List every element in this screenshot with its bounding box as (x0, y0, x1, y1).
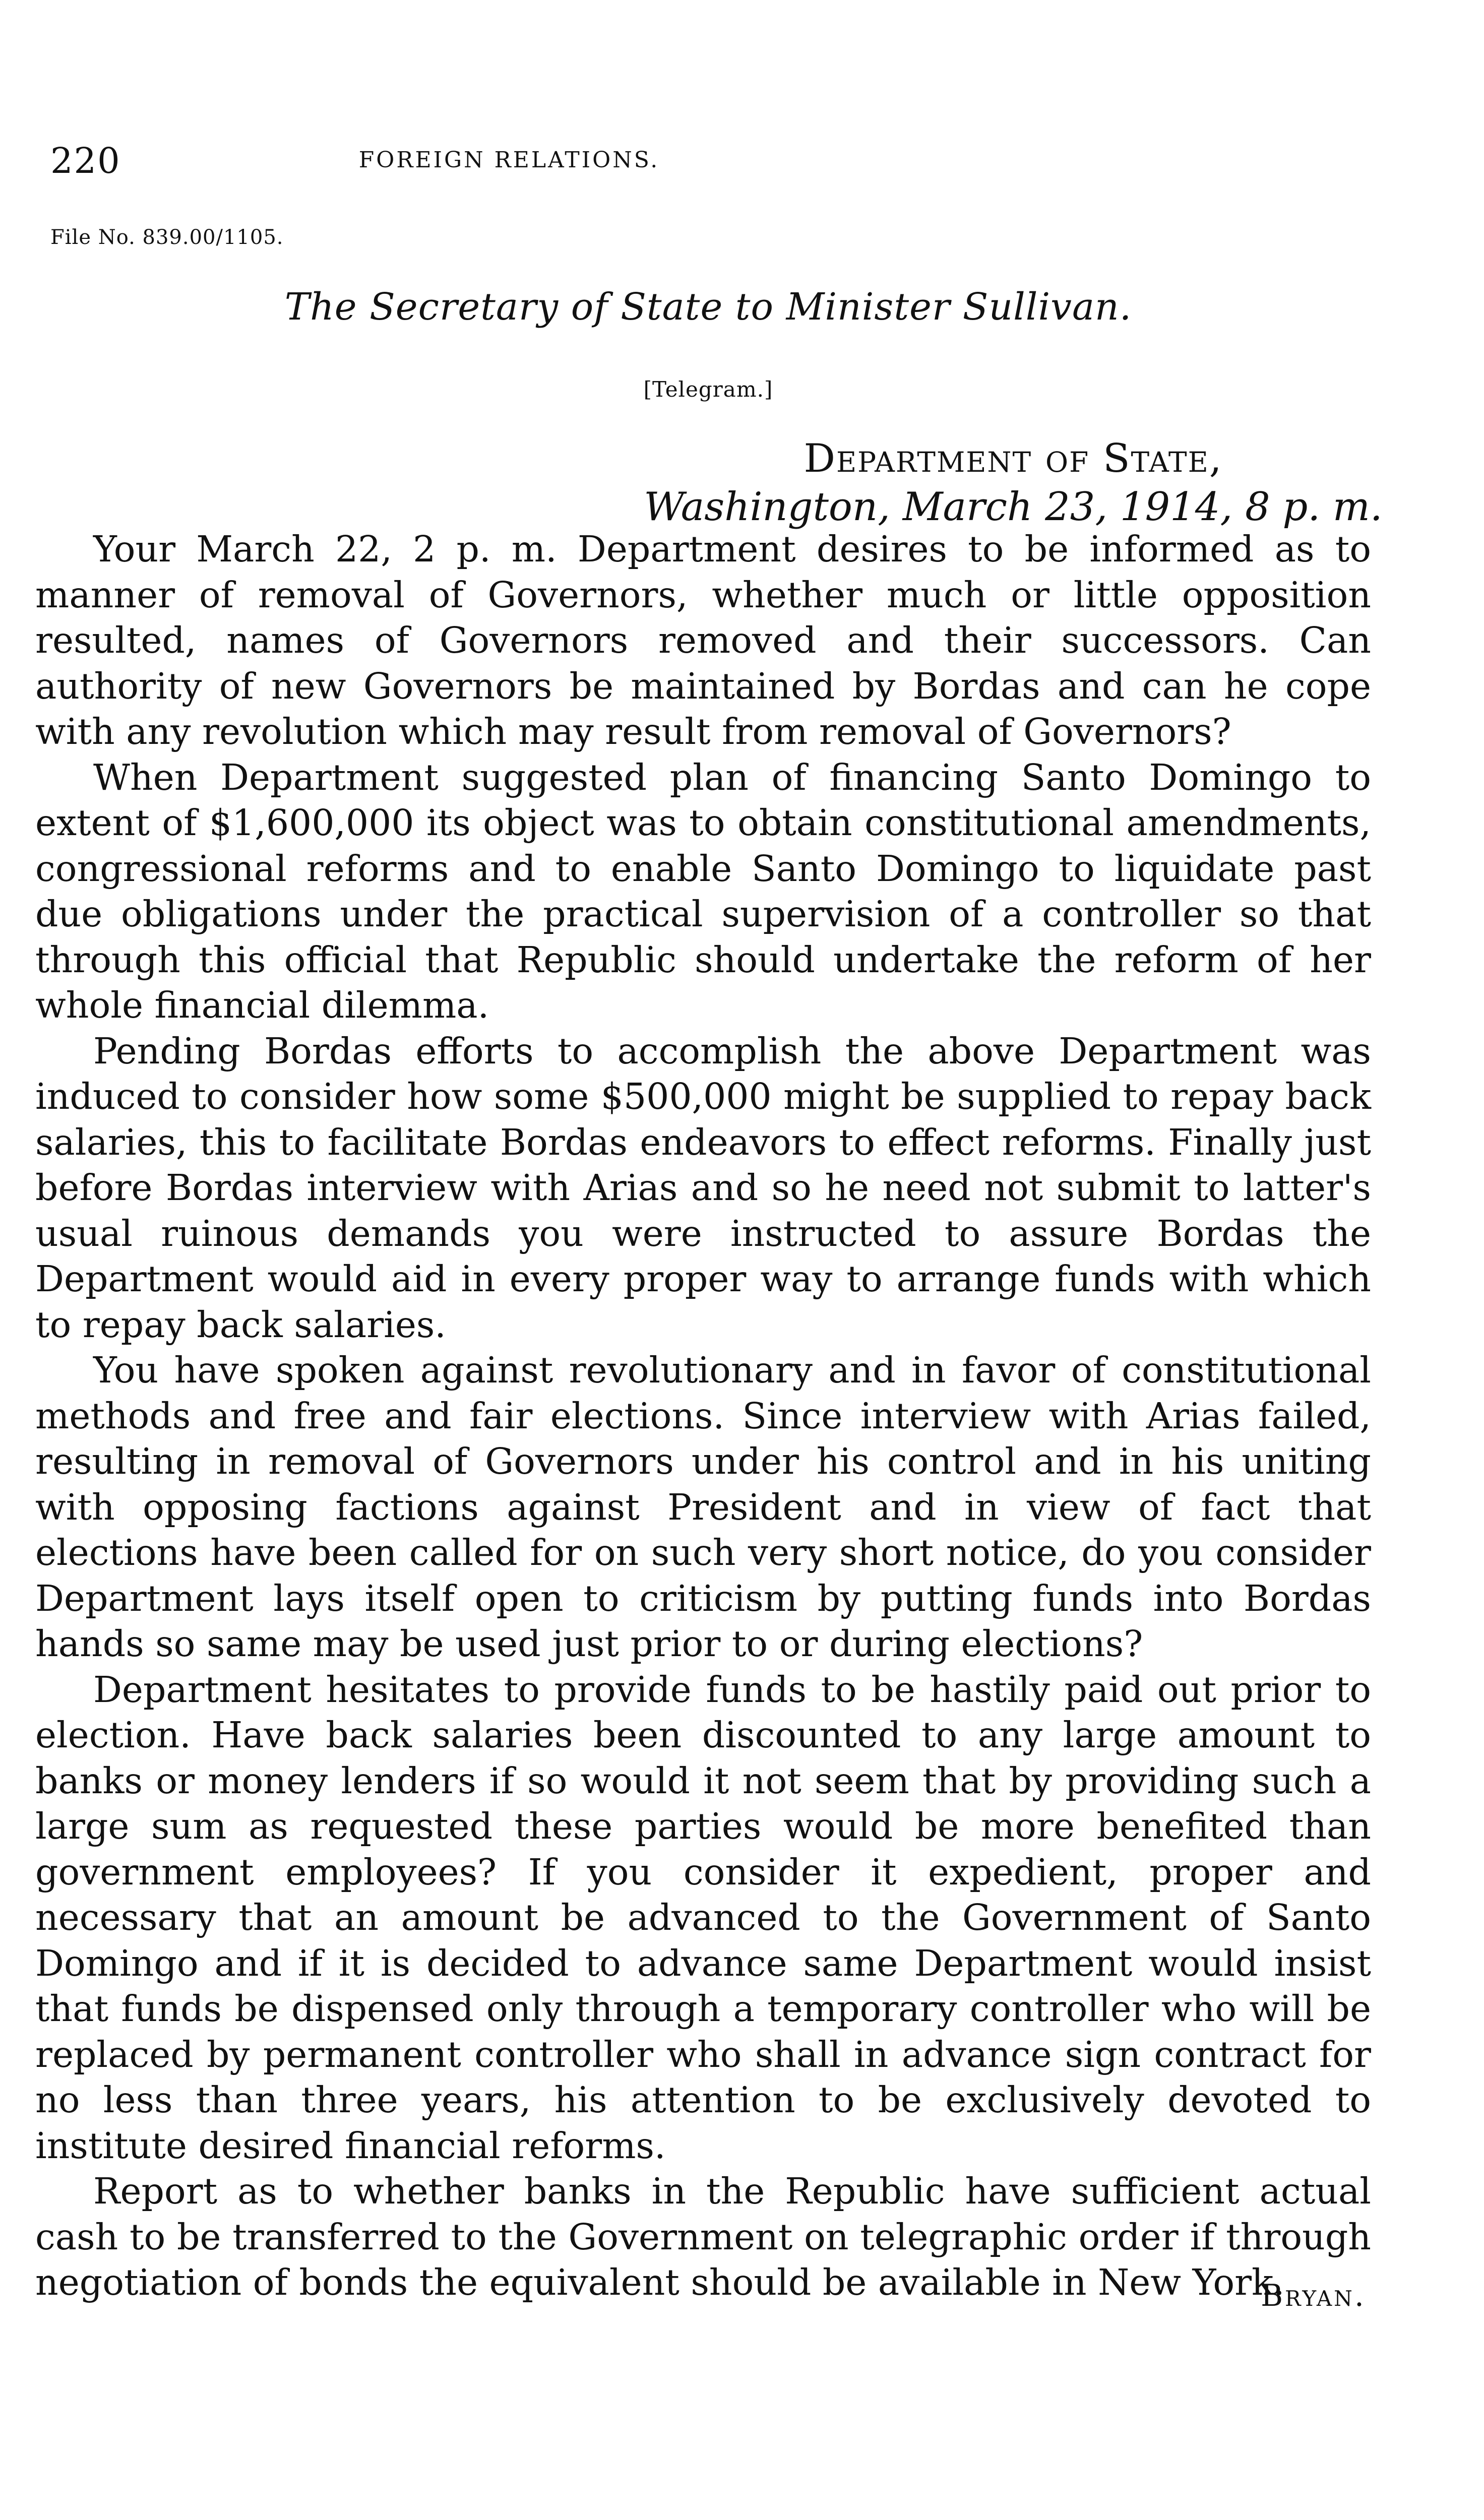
running-title: FOREIGN RELATIONS. (358, 147, 660, 173)
paragraph: Your March 22, 2 p. m. Department desires to be informed as to manner of removal of Governors, whether much or little opposition resulted, names of Governors removed and their successors. Can authority of new Governors be maintained by Bordas and can he cope with any revolution which may result from removal of Governors? (35, 528, 1371, 752)
signature: Bryan. (1260, 2278, 1366, 2313)
document-title: The Secretary of State to Minister Sullivan. (284, 285, 1132, 329)
document-type: [Telegram.] (643, 377, 773, 402)
dateline-place-date: Washington, March 23, 1914, 8 p. m. (644, 484, 1383, 530)
dateline (640, 434, 1386, 531)
dateline-department: Department of State, (803, 436, 1223, 481)
paragraph: When Department suggested plan of financing Santo Domingo to extent of $1,600,000 its object was to obtain constitutional amendments, congressional reforms and to enable Santo Domingo to liquidate past due obligations under the practical supervision of a controller so that through this official that Republic should undertake the reform of her whole financial dilemma. (35, 756, 1371, 1026)
file-number: File No. 839.00/1105. (50, 226, 284, 249)
running-head (50, 140, 1366, 185)
paragraph: You have spoken against revolutionary and in favor of constitutional methods and free and fair elections. Since interview with Arias failed, resulting in removal of Governors under his control and in his uniting with opposing factions against President and in view of fact that elections have been called for on such very short notice, do you consider Department lays itself open to criticism by putting funds into Bordas hands so same may be used just prior to or during elections? (35, 1349, 1371, 1665)
page-number: 220 (50, 140, 121, 181)
document-page (35, 0, 1383, 2520)
telegram-body (35, 527, 1371, 2306)
paragraph: Pending Bordas efforts to accomplish the above Department was induced to consider how some $500,000 might be supplied to repay back salaries, this to facilitate Bordas endeavors to effect reforms. Finally just before Bordas interview with Arias and so he need not submit to latter's usual ruinous demands you were instructed to assure Bordas the Department would aid in every proper way to arrange funds with which to repay back salaries. (35, 1030, 1371, 1346)
paragraph: Department hesitates to provide funds to be hastily paid out prior to election. Have back salaries been discounted to any large amount to banks or money lenders if so would it not seem that by providing such a large sum as requested these parties would be more benefited than government employees? If you consider it expedient, proper and necessary that an amount be advanced to the Government of Santo Domingo and if it is decided to advance same Department would insist that funds be dispensed only through a temporary controller who will be replaced by permanent controller who shall in advance sign contract for no less than three years, his attention to be exclusively devoted to institute desired financial reforms. (35, 1668, 1371, 2167)
paragraph: Report as to whether banks in the Republic have sufficient actual cash to be transferred to the Government on telegraphic order if through negotiation of bonds the equivalent should be available in New York. (35, 2170, 1371, 2303)
